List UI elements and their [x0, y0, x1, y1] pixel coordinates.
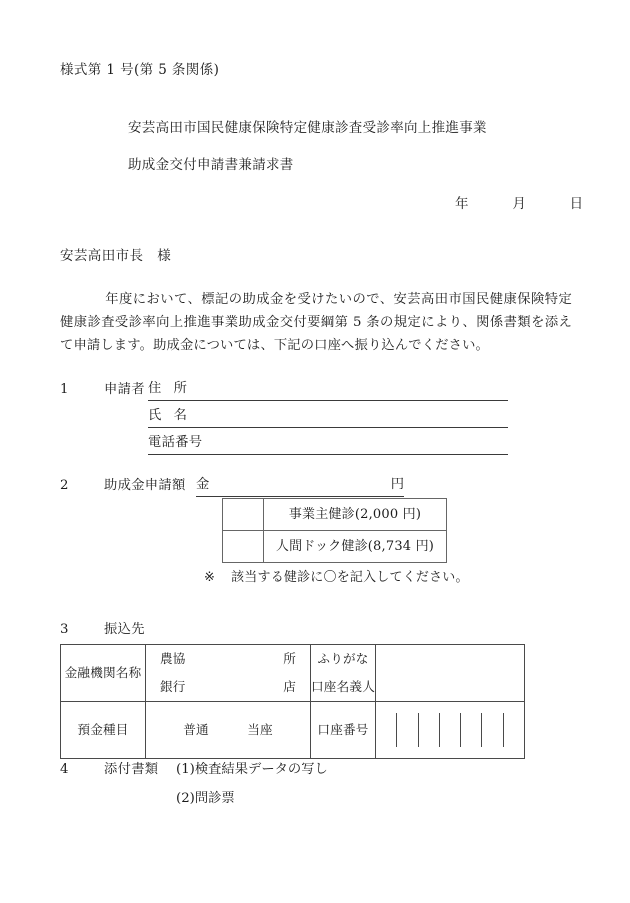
deposit-type-futsu-option[interactable]: 普通 — [183, 721, 209, 737]
amount-suffix-label: 円 — [390, 477, 404, 493]
bank-transfer-table — [60, 644, 525, 759]
table-row — [223, 531, 447, 563]
account-digit-cell[interactable] — [461, 713, 482, 747]
section2-label: 助成金申請額 — [104, 478, 186, 493]
name-field[interactable] — [148, 405, 508, 428]
table-row — [61, 645, 525, 702]
checkup-option-table — [222, 498, 447, 563]
account-holder-header — [311, 645, 376, 702]
section3-number: 3 — [60, 622, 69, 637]
section4-number: 4 — [60, 762, 69, 777]
section1-number: 1 — [60, 382, 69, 397]
address-field[interactable] — [148, 378, 508, 401]
bank-branch-ten-label: 店 — [283, 678, 296, 694]
amount-prefix-label: 金 — [196, 477, 210, 493]
bank-type-ginko-label: 銀行 — [160, 678, 186, 694]
bank-name-header: 金融機関名称 — [61, 645, 146, 702]
checkup-option-label-1: 事業主健診(2,000 円) — [264, 499, 447, 531]
table-row — [223, 499, 447, 531]
attachment-item-1: (1)検査結果データの写し — [176, 762, 328, 777]
account-digit-cell[interactable] — [397, 713, 418, 747]
account-digit-cell[interactable] — [376, 713, 397, 747]
section4-label: 添付書類 — [104, 762, 159, 777]
account-holder-value[interactable] — [376, 645, 525, 702]
checkup-note — [204, 568, 469, 588]
section3-label: 振込先 — [104, 622, 145, 637]
date-line — [455, 194, 584, 214]
checkup-option-mark-2[interactable] — [223, 531, 264, 563]
account-digit-cell[interactable] — [440, 713, 461, 747]
account-number-header: 口座番号 — [311, 702, 376, 759]
document-title-line-2: 助成金交付申請書兼請求書 — [128, 157, 294, 173]
deposit-type-value[interactable] — [146, 702, 311, 759]
date-month-label: 月 — [512, 196, 527, 212]
account-digit-cell[interactable] — [419, 713, 440, 747]
account-digit-cell[interactable] — [504, 713, 524, 747]
account-number-cells — [376, 713, 524, 747]
holder-name-label: 口座名義人 — [311, 678, 375, 694]
furigana-label: ふりがな — [317, 650, 369, 666]
note-mark-icon: ※ — [204, 570, 216, 585]
attachment-item-2: (2)問診票 — [176, 791, 235, 806]
deposit-type-header: 預金種目 — [61, 702, 146, 759]
date-day-label: 日 — [569, 196, 584, 212]
bank-branch-sho-label: 所 — [283, 650, 296, 666]
phone-field-label: 電話番号 — [148, 435, 203, 451]
addressee: 安芸高田市長 様 — [60, 248, 172, 264]
account-number-value[interactable] — [376, 702, 525, 759]
date-year-label: 年 — [455, 196, 469, 212]
form-number: 様式第 1 号(第 5 条関係) — [60, 62, 220, 78]
note-text: 該当する健診に〇を記入してください。 — [231, 570, 469, 585]
amount-field[interactable] — [196, 474, 404, 497]
address-field-label: 住 所 — [148, 381, 188, 397]
table-row — [61, 702, 525, 759]
account-digit-cell[interactable] — [482, 713, 503, 747]
deposit-type-toza-option[interactable]: 当座 — [247, 721, 273, 737]
name-field-label: 氏 名 — [148, 408, 188, 424]
document-title-line-1: 安芸高田市国民健康保険特定健康診査受診率向上推進事業 — [128, 120, 487, 136]
section2-number: 2 — [60, 478, 69, 493]
checkup-option-label-2: 人間ドック健診(8,734 円) — [264, 531, 447, 563]
bank-type-nokyo-label: 農協 — [160, 650, 186, 666]
section1-label: 申請者 — [104, 382, 145, 397]
body-paragraph: 年度において、標記の助成金を受けたいので、安芸高田市国民健康保険特定健康診査受診率向上推進事業助成金交付要綱第 5 条の規定により、関係書類を添えて申請します。助成金については、下記の口座へ振り込んでください。 — [60, 292, 572, 353]
checkup-option-mark-1[interactable] — [223, 499, 264, 531]
phone-field[interactable] — [148, 432, 508, 455]
bank-name-value[interactable] — [146, 645, 311, 702]
